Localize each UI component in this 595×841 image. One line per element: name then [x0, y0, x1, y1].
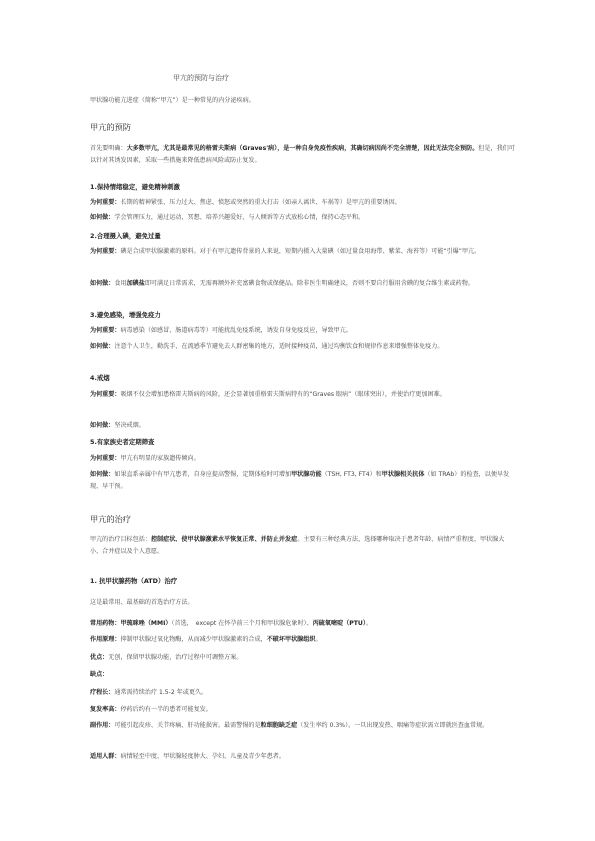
atd-drugs	[90, 618, 515, 630]
prevention-item-why	[90, 325, 515, 337]
drugs-bold-ptu: 丙硫氧嘧啶（PTU）	[312, 620, 366, 627]
why-label: 为何重要：	[90, 327, 121, 334]
prevention-item-how	[90, 341, 515, 353]
how-label: 如何做：	[90, 422, 115, 429]
prevention-item-how	[90, 420, 515, 432]
lead-bold-text: 控制症状、使甲状腺激素水平恢复正常、并防止并发症	[150, 536, 298, 543]
lead-prefix: 甲亢的治疗目标包括：	[90, 536, 151, 543]
lead-suffix: 。主要有三种经典方法，选择哪种取决于患者年龄、病情严重程度、甲状腺大小、合并症以及个人意愿。	[90, 536, 505, 555]
atd-relapse	[90, 704, 515, 716]
why-text: 碘是合成甲状腺激素的原料。对于有甲亢遗传背景的人来说，短期内摄入大量碘（如过量食用海带、紫菜、海苔等）可能“引爆”甲亢。	[120, 248, 481, 255]
prevention-item-heading: 3.避免感染，增强免疫力	[90, 311, 161, 319]
prevention-item-heading: 2.合理摄入碘，避免过量	[90, 232, 161, 240]
prevention-item-how	[90, 469, 515, 493]
side-effects-end: （发生率约 0.3%），一旦出现发热、咽痛等症状需立即就医查血常规。	[297, 722, 489, 729]
prevention-item-why	[90, 453, 515, 465]
how-label: 如何做：	[90, 280, 115, 287]
prevention-item-why	[90, 246, 515, 258]
atd-intro: 这是最常用、最基础的首选治疗方法。	[90, 599, 194, 606]
how-text: 即可满足日常需求，无需再额外补充富碘食物或保健品。除非医生明确建议，否则不要自行服用含碘的复合维生素或药物。	[144, 280, 474, 287]
section-heading-treatment: 甲亢的治疗	[90, 514, 131, 524]
prevention-item-how	[90, 278, 515, 290]
lead-suffix: 但是，我们可以针对其诱发因素，采取一些措施来降低患病风险或防止复发。	[90, 145, 515, 164]
prevention-item-why	[90, 389, 515, 401]
why-label: 为何重要：	[90, 248, 121, 255]
atd-mechanism	[90, 634, 515, 646]
drugs-end: 。	[365, 620, 372, 627]
atd-heading: 1. 抗甲状腺药物（ATD）治疗	[90, 577, 178, 585]
how-middle: （TSH, FT3, FT4）和	[321, 471, 382, 478]
long-course-text: 通常需持续治疗 1.5-2 年或更久。	[114, 689, 208, 696]
how-bold-text: 甲状腺功能	[291, 471, 322, 478]
atd-side-effects	[90, 720, 515, 732]
drugs-middle: （首选， except 在怀孕前三个月和甲状腺危象时）、	[171, 620, 313, 627]
lead-bold-text: 大多数甲亢，尤其是最常见的格雷夫斯病（Graves'病），是一种自身免疫性疾病，其确切病因尚不完全清楚，因此无法完全预防。	[126, 145, 479, 152]
mechanism-text: 抑制甲状腺过氧化物酶，从而减少甲状腺激素的合成，	[120, 636, 267, 643]
relapse-label: 复发率高：	[90, 706, 121, 713]
how-text: 坚决戒烟。	[114, 422, 145, 429]
pros-label: 优点：	[90, 654, 109, 661]
prevention-item-heading: 5.有家族史者定期筛查	[90, 438, 155, 446]
mechanism-bold: 不破坏甲状腺组织	[266, 636, 316, 643]
document-title: 甲亢的预防与治疗	[173, 74, 229, 82]
atd-cons	[90, 669, 515, 681]
why-text: 长期的精神紧张、压力过大、焦虑、愤怒或突然的重大打击（如亲人离世、车祸等）是甲亢的重要诱因。	[120, 199, 401, 206]
how-prefix: 食用	[114, 280, 127, 287]
mechanism-end: 。	[315, 636, 322, 643]
atd-long-course	[90, 687, 515, 699]
why-label: 为何重要：	[90, 391, 121, 398]
treatment-lead-paragraph	[90, 534, 515, 558]
pros-text: 无创，保留甲状腺功能，治疗过程中可调整方案。	[108, 654, 243, 661]
how-label: 如何做：	[90, 214, 115, 221]
drugs-bold-mmi: 甲巯咪唑（MMI）	[120, 620, 172, 627]
how-text: （如 TRAb）的检查，以便早发现、早干预。	[90, 471, 510, 490]
why-label: 为何重要：	[90, 199, 121, 206]
suitable-label: 适用人群：	[90, 753, 121, 760]
how-label: 如何做：	[90, 471, 115, 478]
side-effects-text: 可能引起皮疹、关节疼痛、肝功能损害。最需警惕的是	[114, 722, 261, 729]
prevention-lead-paragraph	[90, 143, 515, 167]
how-text: 学会管理压力，通过运动、冥想、培养兴趣爱好、与人倾诉等方式放松心情，保持心态平和。	[114, 214, 365, 221]
side-effects-bold: 粒细胞缺乏症	[260, 722, 298, 729]
prevention-item-heading: 1.保持情绪稳定，避免精神刺激	[90, 183, 180, 191]
suitable-text: 病情轻至中度、甲状腺轻度肿大、孕妇、儿童及青少年患者。	[120, 753, 285, 760]
mechanism-label: 作用原理：	[90, 636, 121, 643]
how-label: 如何做：	[90, 343, 115, 350]
section-heading-prevention: 甲亢的预防	[90, 122, 131, 132]
relapse-text: 停药后约有一半的患者可能复发。	[120, 706, 212, 713]
how-bold-text: 加碘盐	[126, 280, 145, 287]
how-text: 注意个人卫生，勤洗手，在流感季节避免去人群密集的地方，适时接种疫苗，通过均衡饮食和规律作息来增强整体免疫力。	[114, 343, 444, 350]
long-course-label: 疗程长：	[90, 689, 115, 696]
prevention-item-heading: 4.戒烟	[90, 374, 110, 382]
why-text: 吸烟不仅会增加患格雷夫斯病的风险，还会显著加重格雷夫斯病特有的“Graves 眼病”（眼球突出），并使治疗更加困难。	[120, 391, 446, 398]
drugs-label: 常用药物：	[90, 620, 121, 627]
why-text: 甲亢有明显的家族遗传倾向。	[120, 455, 200, 462]
side-effects-label: 副作用：	[90, 722, 115, 729]
intro-paragraph: 甲状腺功能亢进症（简称“甲亢”）是一种常见的内分泌疾病。	[90, 97, 255, 104]
atd-pros	[90, 652, 515, 664]
prevention-item-why	[90, 197, 515, 209]
how-bold-text-2: 甲状腺相关抗体	[381, 471, 425, 478]
prevention-item-how	[90, 212, 515, 224]
atd-suitable-population	[90, 751, 515, 763]
why-text: 病毒感染（如感冒、肠道病毒等）可能扰乱免疫系统，诱发自身免疫反应，导致甲亢。	[120, 327, 353, 334]
cons-label: 缺点：	[90, 671, 109, 678]
lead-prefix: 首先要明确：	[90, 145, 127, 152]
why-label: 为何重要：	[90, 455, 121, 462]
how-prefix: 如果直系亲属中有甲亢患者，自身应提高警惕，定期体检时可增加	[114, 471, 292, 478]
